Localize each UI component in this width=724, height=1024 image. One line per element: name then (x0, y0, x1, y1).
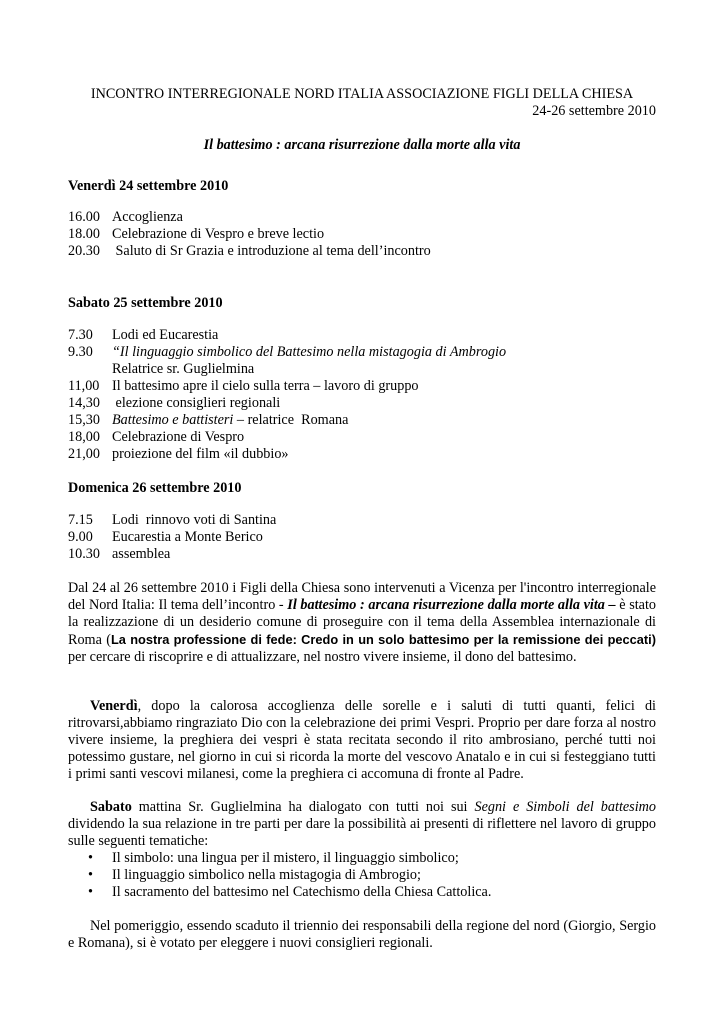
schedule-time: 7.30 (68, 327, 93, 343)
schedule-text: Celebrazione di Vespro e breve lectio (112, 226, 325, 242)
list-item-text: Il sacramento del battesimo nel Catechismo della Chiesa Cattolica. (112, 884, 492, 900)
friday-schedule (68, 209, 658, 260)
paragraph-lead: Sabato (90, 799, 132, 815)
bullet-icon: • (88, 884, 93, 900)
schedule-text: proiezione del film «il dubbio» (112, 446, 289, 462)
event-dates: 24-26 settembre 2010 (532, 103, 656, 119)
list-item-text: Il linguaggio simbolico nella mistagogia di Ambrogio; (112, 867, 421, 883)
schedule-row (68, 378, 658, 395)
paragraph-text: , dopo la calorosa accoglienza delle sorelle e i saluti di tutti quanti, felici di ritrovarsi,abbiamo ringraziato Dio con la celebrazione dei primi Vespri. Proprio per dare forza al nostro vivere insieme, la preghiera dei vespri è stata recitata secondo il rito ambrosiano, perché tutti noi potessimo gustare, nel giorno in cui si ricorda la morte del vescovo Anatalo e in cui si festeggiano tutti i primi santi vescovi milanesi, come la preghiera ci accomuna di fronte al Padre. (68, 698, 656, 782)
saturday-heading: Sabato 25 settembre 2010 (68, 295, 223, 311)
schedule-row (68, 226, 658, 243)
schedule-text: Lodi ed Eucarestia (112, 327, 219, 343)
schedule-time: 18,00 (68, 429, 100, 445)
schedule-text: “Il linguaggio simbolico del Battesimo nella mistagogia di Ambrogio (112, 344, 507, 360)
schedule-row (68, 344, 658, 361)
schedule-time: 21,00 (68, 446, 100, 462)
document-title: INCONTRO INTERREGIONALE NORD ITALIA ASSOCIAZIONE FIGLI DELLA CHIESA (90, 86, 634, 102)
theme-text: Il battesimo : arcana risurrezione dalla morte alla vita – (287, 597, 616, 613)
schedule-text: – relatrice Romana (233, 412, 349, 428)
paragraph-italic: Segni e Simboli del battesimo (474, 799, 656, 815)
afternoon-paragraph: Nel pomeriggio, essendo scaduto il triennio dei responsabili della regione del nord (Giorgio, Sergio e Romana), si è votato per eleggere i nuovi consiglieri regionali. (68, 918, 656, 951)
list-item (68, 850, 656, 867)
schedule-row (68, 529, 658, 546)
schedule-text-italic: Battesimo e battisteri (112, 412, 234, 428)
paragraph-text: Dal 24 al 26 settembre 2010 i Figli della Chiesa sono intervenuti a Vicenza per l'incontro interregionale del Nord Italia: Il tema dell’incontro - (68, 580, 656, 613)
sunday-schedule (68, 512, 658, 563)
schedule-row (68, 512, 658, 529)
event-theme: Il battesimo : arcana risurrezione dalla morte alla vita (203, 137, 521, 153)
friday-paragraph (68, 698, 656, 783)
saturday-paragraph (68, 799, 656, 850)
sunday-heading: Domenica 26 settembre 2010 (68, 480, 242, 496)
schedule-time: 18.00 (68, 226, 100, 242)
paragraph-text: è stato la realizzazione di un desiderio comune di proseguire con il tema della Assemblea internazionale di Roma ( (68, 597, 657, 648)
saturday-schedule (68, 327, 658, 463)
schedule-subtext: Relatrice sr. Guglielmina (112, 361, 255, 377)
schedule-time: 14,30 (68, 395, 100, 411)
list-item-text: Il simbolo: una lingua per il mistero, il linguaggio simbolico; (112, 850, 459, 866)
schedule-time: 16.00 (68, 209, 100, 225)
schedule-text: Lodi rinnovo voti di Santina (112, 512, 277, 528)
schedule-text: Eucarestia a Monte Berico (112, 529, 263, 545)
bullet-icon: • (88, 867, 93, 883)
paragraph-text: mattina Sr. Guglielmina ha dialogato con tutti noi sui (131, 799, 475, 815)
schedule-time: 15,30 (68, 412, 100, 428)
schedule-row (68, 412, 658, 429)
schedule-text: Accoglienza (112, 209, 183, 225)
schedule-row (68, 546, 658, 563)
schedule-row (68, 446, 658, 463)
assembly-theme: La nostra professione di fede: Credo in un solo battesimo per la remissione dei peccati) (110, 632, 656, 647)
paragraph-text: per cercare di riscoprire e di attualizzare, nel nostro vivere insieme, il dono del battesimo. (68, 649, 577, 665)
schedule-row (68, 395, 658, 412)
schedule-time: 9.00 (68, 529, 93, 545)
friday-heading: Venerdì 24 settembre 2010 (68, 178, 229, 194)
schedule-text: elezione consiglieri regionali (112, 395, 281, 411)
list-item (68, 884, 656, 901)
schedule-time: 20.30 (68, 243, 100, 259)
schedule-text: Saluto di Sr Grazia e introduzione al tema dell’incontro (112, 243, 431, 259)
paragraph-lead: Venerdì (90, 698, 138, 714)
intro-paragraph (68, 580, 656, 666)
bullet-icon: • (88, 850, 93, 866)
schedule-time: 7.15 (68, 512, 93, 528)
list-item (68, 867, 656, 884)
schedule-text: Celebrazione di Vespro (112, 429, 245, 445)
schedule-time: 9.30 (68, 344, 93, 360)
schedule-time: 11,00 (68, 378, 100, 394)
schedule-text: assemblea (112, 546, 171, 562)
schedule-row (68, 361, 658, 378)
schedule-time: 10.30 (68, 546, 100, 562)
schedule-row (68, 243, 658, 260)
schedule-row (68, 327, 658, 344)
schedule-row (68, 209, 658, 226)
paragraph-text: dividendo la sua relazione in tre parti per dare la possibilità ai presenti di riflettere nel lavoro di gruppo sulle seguenti tematiche: (68, 816, 656, 849)
topics-list (68, 850, 656, 901)
schedule-row (68, 429, 658, 446)
schedule-text: Il battesimo apre il cielo sulla terra – lavoro di gruppo (112, 378, 419, 394)
